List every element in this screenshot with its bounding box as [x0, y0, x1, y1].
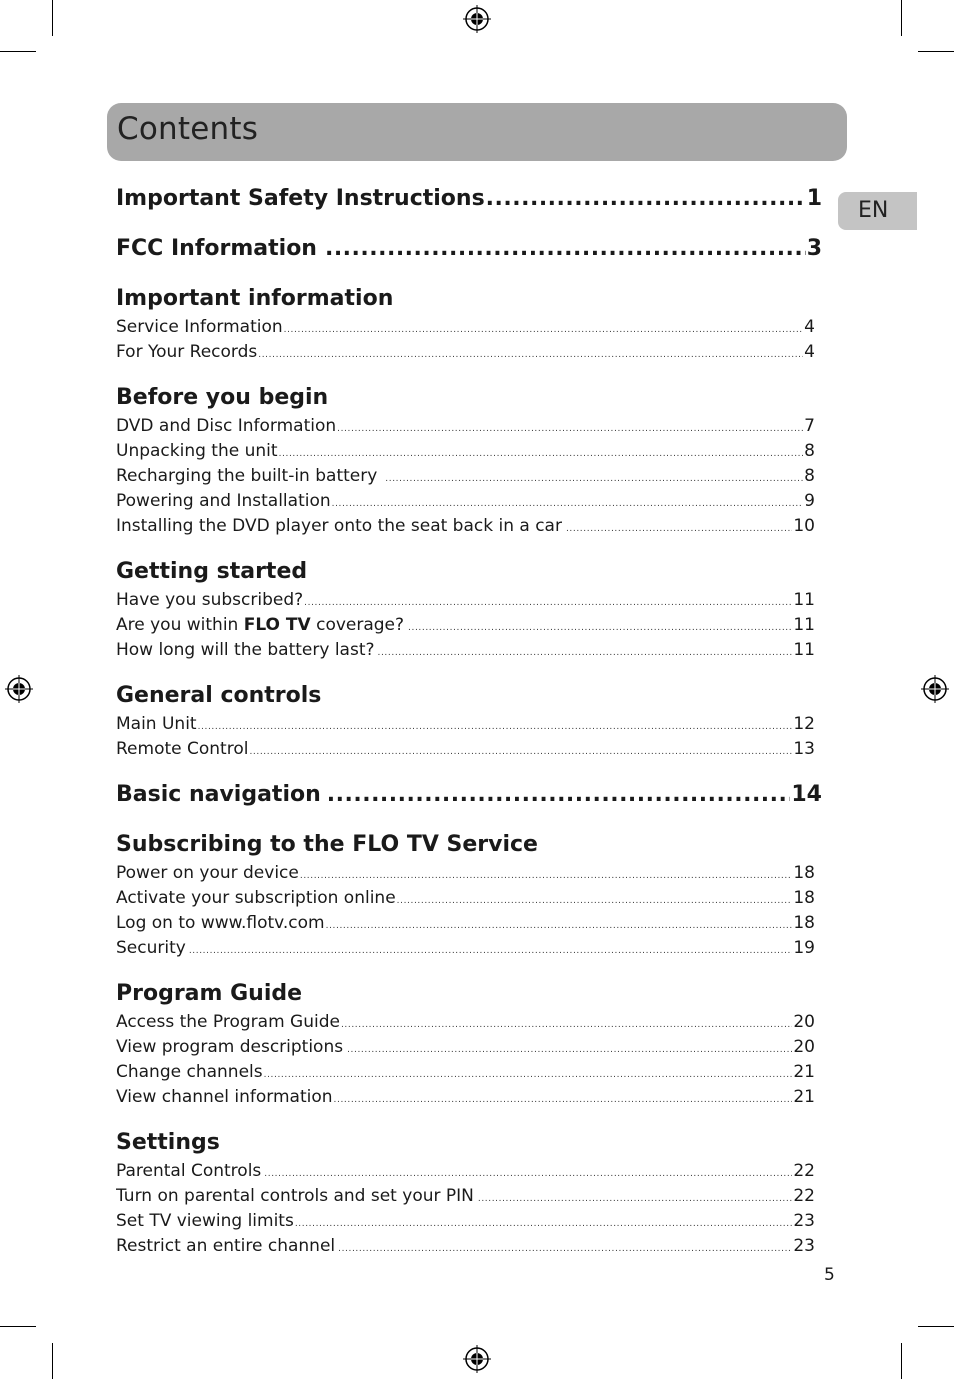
toc-entry[interactable]: Restrict an entire channel ..... 23 [116, 1234, 815, 1259]
registration-mark-icon [462, 4, 492, 34]
toc-entry[interactable]: Are you within FLO TV coverage? ..... 11 [116, 613, 815, 638]
flo-tv-brand: FLO TV [243, 615, 311, 635]
toc-entry[interactable]: How long will the battery last? ..... 11 [116, 638, 815, 663]
section-heading: Program Guide [116, 981, 303, 1006]
toc-entry[interactable]: Turn on parental controls and set your PIN ..... 22 [116, 1184, 815, 1209]
section-heading: Settings [116, 1130, 220, 1155]
crop-mark [0, 51, 36, 52]
section-heading: Getting started [116, 559, 308, 584]
registration-mark-icon [4, 674, 34, 704]
crop-mark [52, 0, 53, 36]
toc-entry[interactable]: Set TV viewing limits ..... 23 [116, 1209, 815, 1234]
registration-mark-icon [920, 674, 950, 704]
toc-entry[interactable]: Parental Controls ..... 22 [116, 1159, 815, 1184]
registration-mark-icon [462, 1344, 492, 1374]
title-bar [107, 103, 847, 161]
toc-entry[interactable]: Log on to www.flotv.com ..... 18 [116, 911, 815, 936]
section-heading: Subscribing to the FLO TV Service [116, 832, 538, 857]
toc-entry[interactable]: Main Unit ..... 12 [116, 712, 815, 737]
crop-mark [901, 1343, 902, 1379]
toc-entry[interactable]: View channel information ..... 21 [116, 1085, 815, 1110]
toc-entry[interactable]: DVD and Disc Information ..... 7 [116, 414, 815, 439]
toc-entry-basic-navigation[interactable]: Basic navigation ..... 14 [116, 779, 822, 811]
toc-entry[interactable]: Access the Program Guide ..... 20 [116, 1010, 815, 1035]
section-heading: Important information [116, 286, 394, 311]
toc-entry[interactable]: Recharging the built-in battery ..... 8 [116, 464, 815, 489]
language-tab [838, 192, 917, 230]
section-heading: Before you begin [116, 385, 329, 410]
toc-entry[interactable]: Security ..... 19 [116, 936, 815, 961]
table-of-contents [116, 183, 822, 1259]
toc-entry[interactable]: Change channels ..... 21 [116, 1060, 815, 1085]
page-number: 5 [824, 1265, 835, 1285]
crop-mark [918, 1326, 954, 1327]
toc-entry-fcc[interactable]: FCC Information ..... 3 [116, 233, 822, 265]
toc-entry[interactable]: View program descriptions ..... 20 [116, 1035, 815, 1060]
toc-entry[interactable]: Installing the DVD player onto the seat back in a car ..... 10 [116, 514, 815, 539]
toc-entry[interactable]: For Your Records ..... 4 [116, 340, 815, 365]
language-tab-label: EN [858, 198, 889, 223]
toc-entry[interactable]: Unpacking the unit ..... 8 [116, 439, 815, 464]
toc-entry[interactable]: Powering and Installation ..... 9 [116, 489, 815, 514]
toc-entry[interactable]: Have you subscribed? ..... 11 [116, 588, 815, 613]
crop-mark [918, 51, 954, 52]
crop-mark [0, 1326, 36, 1327]
toc-entry[interactable]: Power on your device ..... 18 [116, 861, 815, 886]
crop-mark [901, 0, 902, 36]
crop-mark [52, 1343, 53, 1379]
toc-entry[interactable]: Service Information ..... 4 [116, 315, 815, 340]
toc-entry-safety[interactable]: Important Safety Instructions ..... 1 [116, 183, 822, 215]
toc-entry[interactable]: Activate your subscription online ..... 18 [116, 886, 815, 911]
toc-entry[interactable]: Remote Control ..... 13 [116, 737, 815, 762]
page-title: Contents [117, 111, 259, 147]
section-heading: General controls [116, 683, 322, 708]
